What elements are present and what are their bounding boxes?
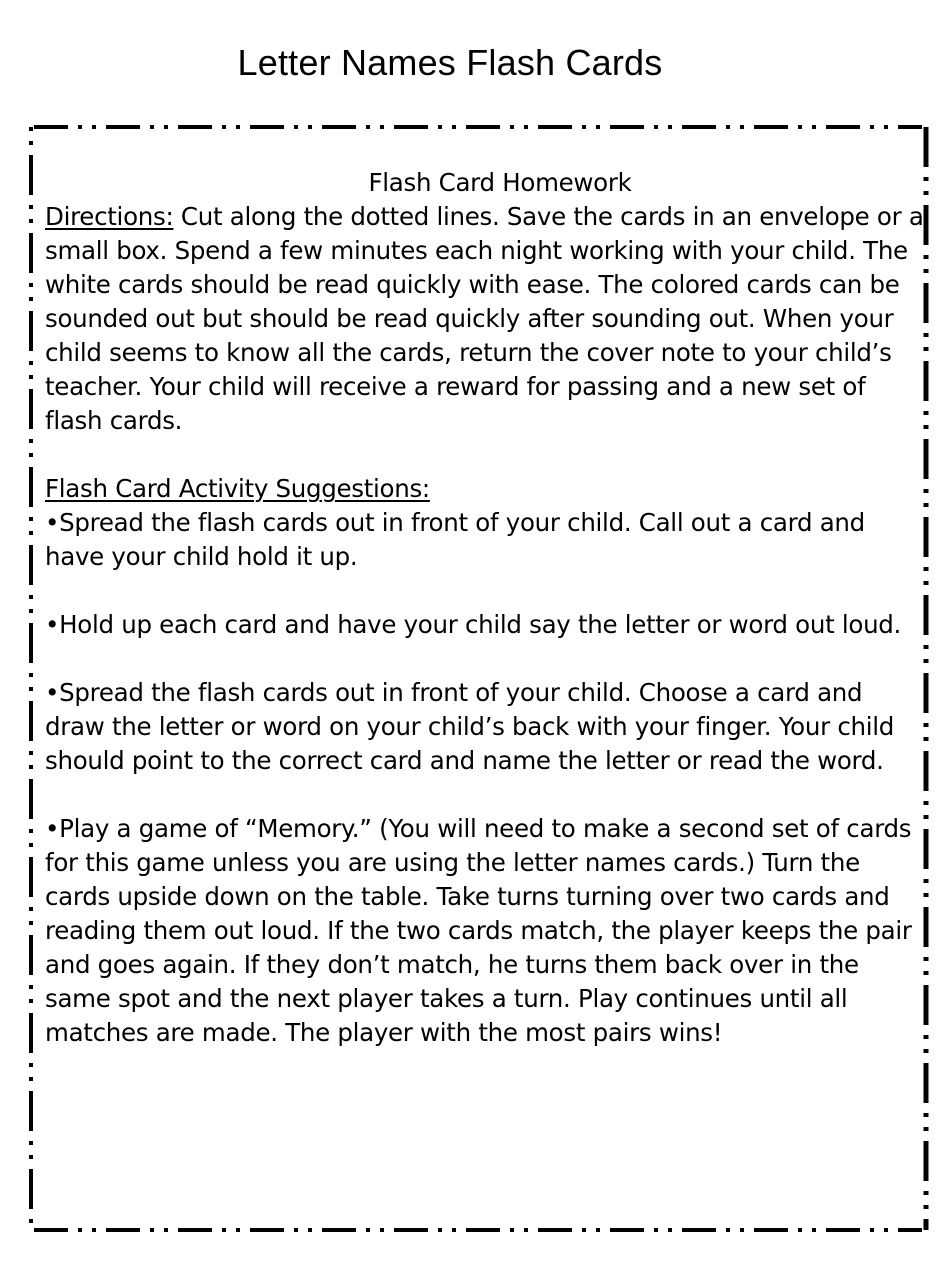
directions-label: Directions: bbox=[45, 202, 174, 231]
flash-card-homework-card bbox=[45, 166, 925, 1050]
suggestion-item: •Play a game of “Memory.” (You will need to make a second set of cards for this game unless you are using the letter names cards.) Turn the cards upside down on the table. Take turns turning over two cards and reading them out loud. If the two cards match, the player keeps the pair and goes again. If they don’t match, he turns them back over in the same spot and the next player takes a turn. Play continues until all matches are made. The player with the most pairs wins! bbox=[45, 814, 912, 1047]
directions-text: Cut along the dotted lines. Save the cards in an envelope or a small box. Spend a few minutes each night working with your child. The white cards should be read quickly with ease. The colored cards can be sounded out but should be read quickly after sounding out. When your child seems to know all the cards, return the cover note to your child’s teacher. Your child will receive a reward for passing and a new set of flash cards. bbox=[45, 202, 924, 435]
card-heading: Flash Card Homework bbox=[368, 168, 632, 197]
page-title: Letter Names Flash Cards bbox=[237, 42, 663, 83]
directions-paragraph bbox=[45, 200, 925, 438]
suggestion-item: •Hold up each card and have your child say the letter or word out loud. bbox=[45, 610, 902, 639]
suggestion-item: •Spread the flash cards out in front of your child. Call out a card and have your child hold it up. bbox=[45, 508, 865, 571]
suggestions-heading: Flash Card Activity Suggestions: bbox=[45, 474, 430, 503]
suggestion-item: •Spread the flash cards out in front of your child. Choose a card and draw the letter or word on your child’s back with your finger. Your child should point to the correct card and name the letter or read the word. bbox=[45, 678, 895, 775]
